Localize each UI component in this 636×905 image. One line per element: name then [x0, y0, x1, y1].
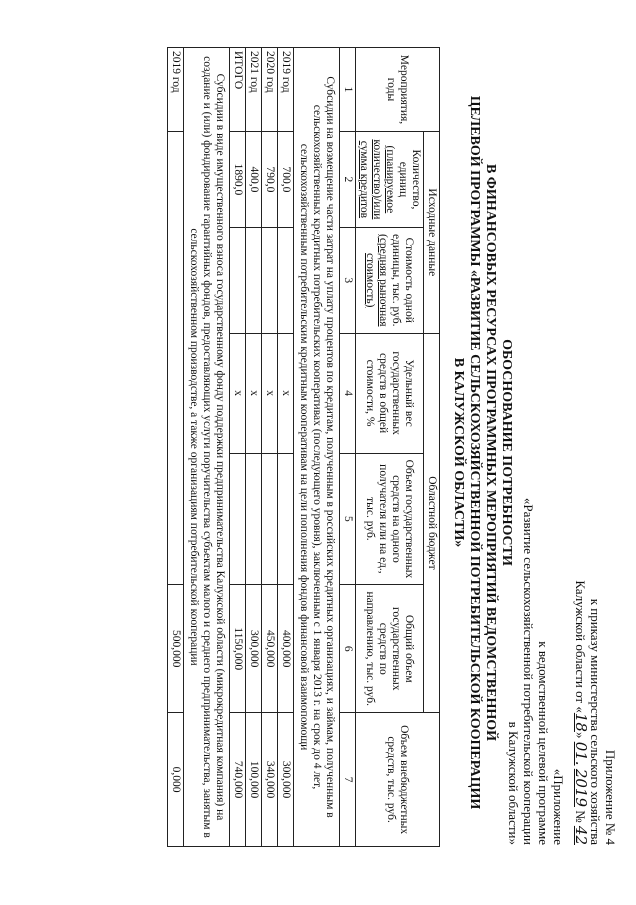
document-title — [450, 0, 514, 905]
row-year: 2020 год — [262, 48, 278, 132]
col-number: 3 — [340, 227, 356, 333]
cell-volume — [278, 453, 294, 585]
handwritten-year: 2019 — [572, 768, 590, 807]
section-row — [294, 48, 340, 847]
column-numbers-row — [340, 48, 356, 847]
title-line-3: ЦЕЛЕВОЙ ПРОГРАММЫ «РАЗВИТИЕ СЕЛЬСКОХОЗЯЙСТВЕННОЙ ПОТРЕБИТЕЛЬСКОЙ КООПЕРАЦИИ — [467, 95, 482, 810]
cell-quantity: 400,0 — [246, 131, 262, 227]
col-share: Удельный вес государственных средств в общей стоимости, % — [356, 333, 424, 453]
col-events: Мероприятия, годы — [356, 48, 440, 132]
cell-share: x — [262, 333, 278, 453]
table-row — [262, 48, 278, 847]
cell-unit-cost — [230, 227, 246, 333]
col-number: 4 — [340, 333, 356, 453]
cell-extra: 340,000 — [262, 713, 278, 847]
table-row-total — [230, 48, 246, 847]
cell-extra: 740,000 — [230, 713, 246, 847]
col-regional-budget: Областной бюджет — [424, 333, 440, 713]
cell-quantity: 1890,0 — [230, 131, 246, 227]
cell-extra: 100,000 — [246, 713, 262, 847]
row-year: 2019 год — [278, 48, 294, 132]
program-header — [506, 498, 566, 845]
section-row — [184, 48, 230, 847]
section-subsidy-guarantee-fund: Субсидии в виде имущественного взноса государственному фонду поддержки предпринимательства Калужской области (микрокредитная компания) на создание и (или) фондирование гарантийных фондов, предоставляющих услуги поручительства субъектам малого и среднего предпринимательства, занятым в сельскохозяйственном производстве, а также организациям потребительской кооперации — [184, 48, 230, 847]
handwritten-day: 18 — [572, 712, 590, 732]
title-line-1: ОБОСНОВАНИЕ ПОТРЕБНОСТИ — [499, 339, 514, 566]
cell-share: x — [278, 333, 294, 453]
col-number: 6 — [340, 585, 356, 713]
col-number: 7 — [340, 713, 356, 847]
order-reference: к приказу министерства сельского хозяйства — [588, 598, 603, 845]
order-date-line: Калужской области от «18» 01. 2019 № 42 — [572, 580, 590, 845]
cell-extra: 0,000 — [168, 713, 184, 847]
title-line-4: В КАЛУЖСКОЙ ОБЛАСТИ» — [451, 357, 466, 548]
col-initial-data: Исходные данные — [424, 131, 440, 333]
cell-unit-cost — [246, 227, 262, 333]
program-name: «Развитие сельскохозяйственной потребительской кооперации — [521, 497, 536, 845]
program-appendix-label: «Приложение — [551, 768, 566, 845]
cell-unit-cost — [262, 227, 278, 333]
cell-volume — [230, 453, 246, 585]
handwritten-number: 42 — [572, 825, 590, 845]
col-number: 2 — [340, 131, 356, 227]
appendix-header — [573, 580, 618, 845]
cell-total: 500,000 — [168, 585, 184, 713]
col-total-volume: Общий объем государственных средств по направлению, тыс. руб. — [356, 585, 424, 713]
table-row — [278, 48, 294, 847]
cell-quantity: 700,0 — [278, 131, 294, 227]
table-row — [168, 48, 184, 847]
cell-share: x — [230, 333, 246, 453]
cell-volume — [246, 453, 262, 585]
cell-share: x — [246, 333, 262, 453]
row-year: 2021 год — [246, 48, 262, 132]
table-row — [246, 48, 262, 847]
cell-unit-cost — [278, 227, 294, 333]
col-number: 5 — [340, 453, 356, 585]
cell-empty — [168, 131, 184, 584]
title-line-2: В ФИНАНСОВЫХ РЕСУРСАХ ПРОГРАММНЫХ МЕРОПРИЯТИЙ ВЕДОМСТВЕННОЙ — [483, 163, 498, 742]
row-year: 2019 год — [168, 48, 184, 132]
cell-quantity: 790,0 — [262, 131, 278, 227]
cell-total: 450,000 — [262, 585, 278, 713]
program-region: в Калужской области» — [506, 721, 521, 845]
cell-total: 400,000 — [278, 585, 294, 713]
cell-total: 300,000 — [246, 585, 262, 713]
cell-volume — [262, 453, 278, 585]
col-number: 1 — [340, 48, 356, 132]
col-quantity: Количество, единиц (планируемое количество)/или сумма кредитов — [356, 131, 424, 227]
col-extra-budget: Объем внебюджетных средств, тыс. руб. — [356, 713, 440, 847]
cell-total: 1150,000 — [230, 585, 246, 713]
row-year: ИТОГО — [230, 48, 246, 132]
section-subsidy-interest: Субсидии на возмещение части затрат на уплату процентов по кредитам, полученным в российских кредитных организациях, и займам, полученным в сельскохозяйственных кредитных потребительских кооперативах (последующего уровня), заключенным с 1 января 2013 г. на срок до 4 лет, сельскохозяйственным потребительским кредитным кооперативам на цели пополнения фондов финансовой взаимопомощи — [294, 48, 340, 847]
program-type: к ведомственной целевой программе — [536, 641, 551, 845]
funding-table — [167, 47, 440, 847]
appendix-number: Приложение № 4 — [603, 749, 618, 845]
col-volume-per-recipient: Объем государственных средств на одного получателя или на ед., тыс. руб. — [356, 453, 424, 585]
col-unit-cost: Стоимость одной единицы, тыс. руб. (средняя рыночная стоимость) — [356, 227, 424, 333]
cell-extra: 300,000 — [278, 713, 294, 847]
table-header-row — [424, 48, 440, 847]
handwritten-month: 01. — [572, 741, 590, 766]
